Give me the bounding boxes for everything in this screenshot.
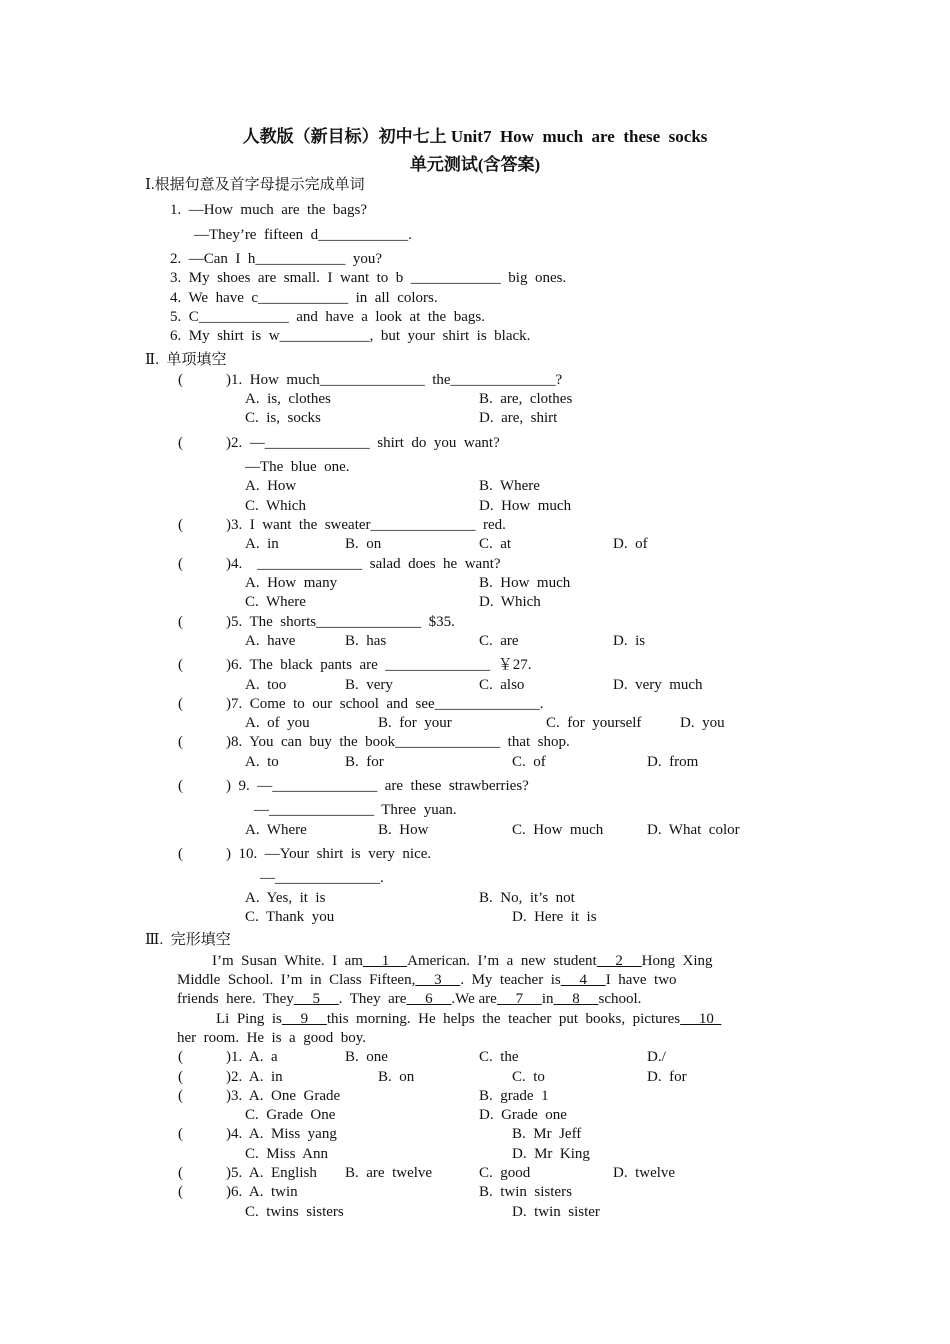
s2-q9-opt-d: D. What color bbox=[647, 822, 740, 838]
cloze-text: .We are bbox=[451, 991, 497, 1007]
s2-q1-opt-b: B. are, clothes bbox=[479, 391, 573, 407]
cloze-blank-3: 3 bbox=[415, 972, 461, 988]
cloze-text: friends here. They bbox=[177, 991, 294, 1007]
s3-q2-opt-b: B. on bbox=[378, 1069, 415, 1085]
s2-q8-opt-c: C. of bbox=[512, 754, 546, 770]
s2-q3-opt-d: D. of bbox=[613, 536, 648, 552]
s2-q8-opt-d: D. from bbox=[647, 754, 699, 770]
s2-q4-opt-a: A. How many bbox=[245, 575, 338, 591]
s3-q1-opt-b: B. one bbox=[345, 1049, 388, 1065]
s2-q6-opt-b: B. very bbox=[345, 677, 393, 693]
cloze-blank-1: 1 bbox=[362, 953, 408, 969]
s2-q1-opt-a: A. is, clothes bbox=[245, 391, 331, 407]
paren: ( bbox=[178, 1165, 183, 1181]
section1-heading: Ⅰ.根据句意及首字母提示完成单词 bbox=[145, 177, 365, 193]
cloze-blank-7: 7 bbox=[496, 991, 542, 1007]
s2-q2-opt-d: D. How much bbox=[479, 498, 572, 514]
cloze-text: I’m Susan White. I am bbox=[212, 953, 363, 969]
cloze-text: American. I’m a new student bbox=[407, 953, 597, 969]
paren: ( bbox=[178, 1069, 183, 1085]
paren: ( bbox=[178, 556, 183, 572]
cloze-blank-10: 10 bbox=[680, 1011, 722, 1027]
paren: ( bbox=[178, 846, 183, 862]
page-title: 人教版（新目标）初中七上 Unit7 How much are these socks bbox=[242, 127, 708, 146]
s2-q4-opt-d: D. Which bbox=[479, 594, 541, 610]
s3-q4-opt-b: B. Mr Jeff bbox=[512, 1126, 582, 1142]
cloze-text: school. bbox=[598, 991, 642, 1007]
s3-q3-opt-d: D. Grade one bbox=[479, 1107, 567, 1123]
s2-q10-opt-b: B. No, it’s not bbox=[479, 890, 575, 906]
s2-q8-opt-a: A. to bbox=[245, 754, 279, 770]
section2-heading: Ⅱ. 单项填空 bbox=[145, 352, 227, 368]
s3-q4-opt-c: C. Miss Ann bbox=[245, 1146, 328, 1162]
cloze-line-1 bbox=[212, 952, 713, 970]
s3-q3-stem: )3. A. One Grade bbox=[226, 1088, 341, 1104]
paren: ( bbox=[178, 614, 183, 630]
s3-q2-stem: )2. A. in bbox=[226, 1069, 283, 1085]
paren: ( bbox=[178, 1088, 183, 1104]
s2-q10-opt-d: D. Here it is bbox=[512, 909, 597, 925]
cloze-text: Middle School. I’m in Class Fifteen, bbox=[177, 972, 416, 988]
s2-q2-line2: —The blue one. bbox=[245, 459, 350, 475]
s2-q9-opt-b: B. How bbox=[378, 822, 429, 838]
s3-q6-opt-b: B. twin sisters bbox=[479, 1184, 572, 1200]
s2-q1-opt-c: C. is, socks bbox=[245, 410, 321, 426]
s2-q5-opt-c: C. are bbox=[479, 633, 519, 649]
paren: ( bbox=[178, 1184, 183, 1200]
s3-q6-opt-d: D. twin sister bbox=[512, 1204, 600, 1220]
s3-q2-opt-d: D. for bbox=[647, 1069, 687, 1085]
cloze-text: I have two bbox=[605, 972, 677, 988]
cloze-blank-5: 5 bbox=[293, 991, 339, 1007]
cloze-blank-8: 8 bbox=[553, 991, 599, 1007]
s2-q9-opt-c: C. How much bbox=[512, 822, 604, 838]
s2-q7-opt-b: B. for your bbox=[378, 715, 452, 731]
s2-q8-stem: )8. You can buy the book______________ that shop. bbox=[226, 734, 570, 750]
s3-q1-stem: )1. A. a bbox=[226, 1049, 278, 1065]
cloze-text: . They are bbox=[338, 991, 407, 1007]
cloze-text: Hong Xing bbox=[641, 953, 713, 969]
s2-q5-opt-b: B. has bbox=[345, 633, 387, 649]
s2-q7-opt-c: C. for yourself bbox=[546, 715, 642, 731]
s1-item-3: 3. My shoes are small. I want to b ____________ big ones. bbox=[170, 270, 567, 286]
s2-q5-stem: )5. The shorts______________ $35. bbox=[226, 614, 455, 630]
s3-q3-opt-c: C. Grade One bbox=[245, 1107, 336, 1123]
s2-q7-opt-d: D. you bbox=[680, 715, 725, 731]
s2-q9-line2: —______________ Three yuan. bbox=[254, 802, 457, 818]
cloze-text: in bbox=[541, 991, 554, 1007]
s3-q4-stem: )4. A. Miss yang bbox=[226, 1126, 337, 1142]
cloze-text: Li Ping is bbox=[216, 1011, 282, 1027]
s3-q1-opt-c: C. the bbox=[479, 1049, 519, 1065]
s3-q6-stem: )6. A. twin bbox=[226, 1184, 298, 1200]
s1-item-2: 2. —Can I h____________ you? bbox=[170, 251, 383, 267]
s2-q5-opt-d: D. is bbox=[613, 633, 646, 649]
s2-q3-stem: )3. I want the sweater______________ red. bbox=[226, 517, 506, 533]
s2-q1-opt-d: D. are, shirt bbox=[479, 410, 558, 426]
s3-q3-opt-b: B. grade 1 bbox=[479, 1088, 549, 1104]
s2-q3-opt-c: C. at bbox=[479, 536, 512, 552]
paren: ( bbox=[178, 696, 183, 712]
cloze-line-5: her room. He is a good boy. bbox=[177, 1030, 366, 1046]
s3-q5-opt-c: C. good bbox=[479, 1165, 531, 1181]
cloze-line-2 bbox=[177, 971, 677, 989]
s2-q4-opt-c: C. Where bbox=[245, 594, 306, 610]
s2-q2-opt-b: B. Where bbox=[479, 478, 540, 494]
cloze-text: this morning. He helps the teacher put books, pictures bbox=[326, 1011, 681, 1027]
paren: ( bbox=[178, 734, 183, 750]
s2-q2-opt-c: C. Which bbox=[245, 498, 306, 514]
s2-q7-stem: )7. Come to our school and see______________. bbox=[226, 696, 544, 712]
s2-q6-opt-a: A. too bbox=[245, 677, 287, 693]
paren: ( bbox=[178, 1126, 183, 1142]
s2-q9-opt-a: A. Where bbox=[245, 822, 307, 838]
paren: ( bbox=[178, 372, 183, 388]
s3-q5-opt-b: B. are twelve bbox=[345, 1165, 433, 1181]
s3-q6-opt-c: C. twins sisters bbox=[245, 1204, 344, 1220]
s1-item-5: 5. C____________ and have a look at the bags. bbox=[170, 309, 485, 325]
s3-q4-opt-d: D. Mr King bbox=[512, 1146, 590, 1162]
s2-q4-opt-b: B. How much bbox=[479, 575, 571, 591]
s2-q3-opt-b: B. on bbox=[345, 536, 382, 552]
s2-q10-stem: ) 10. —Your shirt is very nice. bbox=[226, 846, 432, 862]
s2-q8-opt-b: B. for bbox=[345, 754, 384, 770]
paren: ( bbox=[178, 1049, 183, 1065]
s3-q1-opt-d: D./ bbox=[647, 1049, 666, 1065]
cloze-blank-9: 9 bbox=[281, 1011, 327, 1027]
s2-q4-stem: )4. ______________ salad does he want? bbox=[226, 556, 501, 572]
s3-q5-opt-d: D. twelve bbox=[613, 1165, 676, 1181]
s2-q9-stem: ) 9. —______________ are these strawberries? bbox=[226, 778, 529, 794]
s2-q7-opt-a: A. of you bbox=[245, 715, 310, 731]
s2-q6-stem: )6. The black pants are ______________ ￥27. bbox=[226, 657, 532, 673]
section3-heading: Ⅲ. 完形填空 bbox=[145, 932, 231, 948]
s1-item-1: 1. —How much are the bags? bbox=[170, 202, 368, 218]
cloze-line-4 bbox=[216, 1010, 721, 1028]
cloze-blank-2: 2 bbox=[596, 953, 642, 969]
s2-q2-opt-a: A. How bbox=[245, 478, 297, 494]
cloze-text: . My teacher is bbox=[460, 972, 561, 988]
cloze-blank-6: 6 bbox=[406, 991, 452, 1007]
paren: ( bbox=[178, 517, 183, 533]
s2-q10-opt-a: A. Yes, it is bbox=[245, 890, 326, 906]
cloze-line-3 bbox=[177, 990, 641, 1008]
paren: ( bbox=[178, 435, 183, 451]
s2-q10-line2: —______________. bbox=[260, 870, 384, 886]
s2-q1-stem: )1. How much______________ the______________? bbox=[226, 372, 563, 388]
paren: ( bbox=[178, 778, 183, 794]
s3-q5-stem: )5. A. English bbox=[226, 1165, 317, 1181]
paren: ( bbox=[178, 657, 183, 673]
s3-q2-opt-c: C. to bbox=[512, 1069, 545, 1085]
s1-item-6: 6. My shirt is w____________, but your shirt is black. bbox=[170, 328, 531, 344]
page-subtitle: 单元测试(含答案) bbox=[409, 155, 541, 174]
s2-q6-opt-c: C. also bbox=[479, 677, 525, 693]
s2-q6-opt-d: D. very much bbox=[613, 677, 703, 693]
s1-item-1-answer: —They’re fifteen d____________. bbox=[194, 227, 412, 243]
s2-q5-opt-a: A. have bbox=[245, 633, 296, 649]
s2-q3-opt-a: A. in bbox=[245, 536, 279, 552]
s2-q2-stem: )2. —______________ shirt do you want? bbox=[226, 435, 500, 451]
cloze-blank-4: 4 bbox=[560, 972, 606, 988]
s2-q10-opt-c: C. Thank you bbox=[245, 909, 335, 925]
s1-item-4: 4. We have c____________ in all colors. bbox=[170, 290, 438, 306]
